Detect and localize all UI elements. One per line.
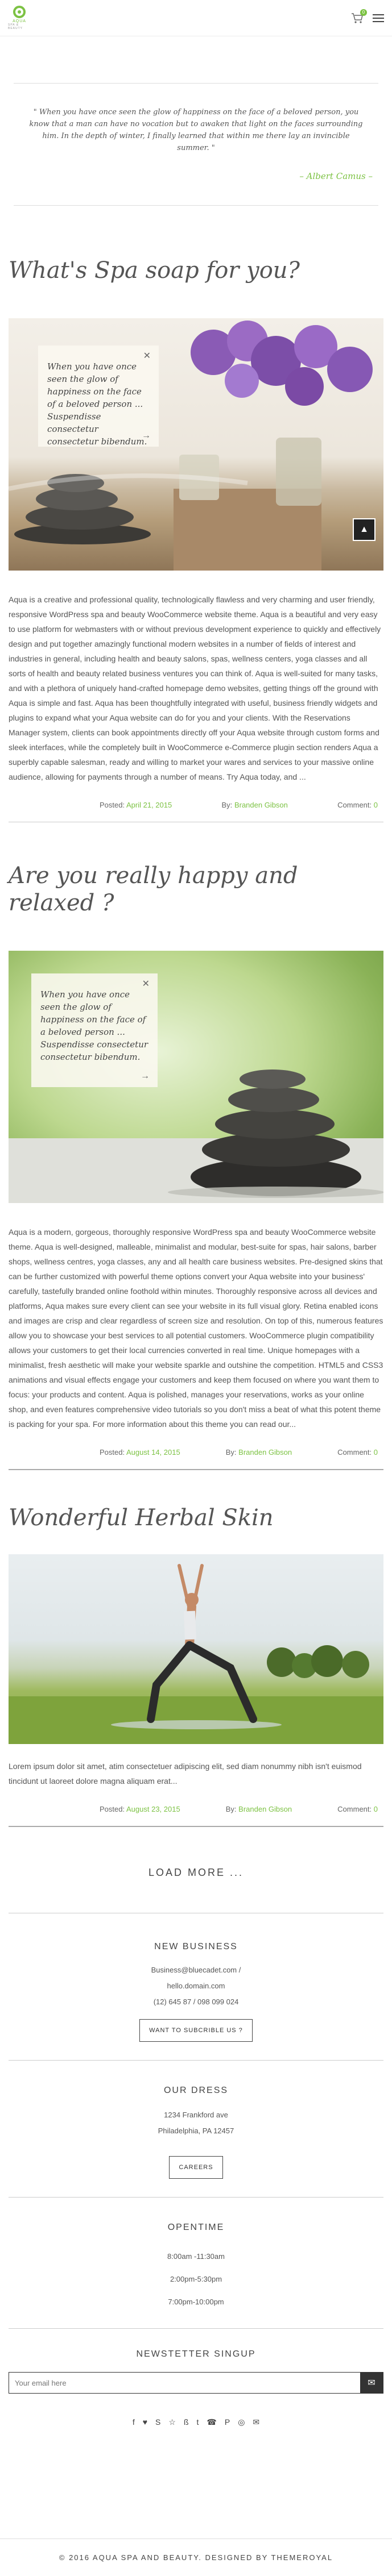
quote-section xyxy=(14,83,378,206)
quote-text: " When you have once seen the glow of happiness on the face of a beloved person, you know that a man can have no vocation but to awaken that light on the faces surrounding him. In the depth of winter, I finally learned that within me there lay an invincible summer. " xyxy=(29,108,363,152)
comment-label: Comment: xyxy=(337,1804,372,1813)
logo-subtext: SPA & BEAUTY xyxy=(8,23,23,30)
overlay-text: When you have once seen the glow of happiness on the face of a beloved person ... Suspendisse consectetur consectetur bibendum. xyxy=(47,361,147,447)
logo-text: AQUA xyxy=(13,19,26,23)
tumblr-icon[interactable]: t xyxy=(196,2417,199,2427)
post-overlay-card xyxy=(38,346,159,447)
subscribe-button[interactable]: WANT TO SUBCRIBLE US ? xyxy=(139,2019,253,2042)
footer-business xyxy=(0,1942,392,2042)
scroll-to-top-button[interactable] xyxy=(353,518,376,541)
yoga-illustration xyxy=(9,1554,383,1744)
behance-icon[interactable]: ß xyxy=(183,2417,189,2427)
quote-author: – Albert Camus – xyxy=(299,171,373,181)
post-date[interactable]: April 21, 2015 xyxy=(126,800,172,809)
cart-count-badge: 0 xyxy=(360,9,367,16)
site-logo[interactable] xyxy=(8,6,31,30)
heart-icon[interactable]: ♥ xyxy=(142,2417,148,2427)
load-more-button[interactable]: LOAD MORE ... xyxy=(148,1867,244,1878)
post-excerpt: Lorem ipsum dolor sit amet, atim consectetuer adipiscing elit, sed diam nonummy nibh isn't euismod tincidunt ut laoreet dolore magna aliquam erat... xyxy=(9,1762,362,1786)
post-title[interactable]: Wonderful Herbal Skin xyxy=(9,1505,274,1531)
post-meta xyxy=(9,1802,383,1816)
post-author[interactable]: Branden Gibson xyxy=(238,1804,292,1813)
footer-email[interactable]: Business@bluecadet.com / xyxy=(151,1966,241,1974)
post-meta xyxy=(9,1445,383,1459)
copyright-text: © 2016 AQUA SPA AND BEAUTY. DESIGNED BY THEMEROYAL xyxy=(59,2553,333,2562)
dribbble-icon[interactable]: ◎ xyxy=(238,2417,245,2427)
hours-line: 7:00pm-10:00pm xyxy=(168,2298,224,2306)
pinterest-icon[interactable]: P xyxy=(224,2417,230,2427)
post-excerpt: Aqua is a creative and professional quality, technologically flawless and very charming and user friendly, responsive WordPress spa and beauty WooCommerce website theme. Aqua is a beautiful and very easy to use platform for webmasters with or without previous development experience to quickly and effectively design and put together amazingly functional modern websites in a number of fields of interest and industries in general, including health and beauty salons, spas, wellness centers, yoga classes and all sorts of health and beauty related business ventures you can think of. Aqua is well-suited for many tasks, and with a plethora of uniquely hand-crafted homepage demo websites, getting things off the ground with Aqua is simple and fast. Aqua has been thoughtfully integrated with useful, business friendly widgets and plugins to expand what your Aqua website can do for you and your clients. With the Reservations Manager system, clients can book appointments directly off your Aqua website through custom forms and sleek interfaces, while the completely built in WooCommerce e-Commerce plugin section renders Aqua a superbly capable salesman, ready and willing to market your wares and services to your massive online audience, allowing for payments through a number of means. Try Aqua today, and ... xyxy=(9,595,381,781)
by-label: By: xyxy=(221,800,233,809)
newsletter-form xyxy=(9,2372,383,2394)
post-image[interactable] xyxy=(9,318,383,571)
divider xyxy=(9,1826,383,1827)
facebook-icon[interactable]: f xyxy=(132,2417,135,2427)
close-icon[interactable]: ✕ xyxy=(143,351,151,361)
newsletter-submit-button[interactable] xyxy=(360,2373,383,2393)
by-label: By: xyxy=(225,1447,237,1456)
comment-count[interactable]: 0 xyxy=(373,800,378,809)
posted-label: Posted: xyxy=(100,800,125,809)
send-icon: ✉ xyxy=(368,2378,376,2388)
divider xyxy=(14,205,378,206)
footer-heading: OPENTIME xyxy=(167,2223,225,2232)
comment-label: Comment: xyxy=(337,1447,372,1456)
post-image[interactable] xyxy=(9,951,383,1203)
footer-address xyxy=(0,2086,392,2179)
logo-mark xyxy=(13,6,26,18)
comment-label: Comment: xyxy=(337,800,372,809)
divider xyxy=(9,1469,383,1470)
comment-count[interactable]: 0 xyxy=(373,1447,378,1456)
footer-heading: NEW BUSINESS xyxy=(154,1942,238,1951)
site-header xyxy=(0,0,392,36)
by-label: By: xyxy=(225,1804,237,1813)
phone-icon[interactable]: ☎ xyxy=(207,2417,217,2427)
post-date[interactable]: August 14, 2015 xyxy=(126,1447,180,1456)
social-links xyxy=(0,2417,392,2427)
hours-line: 2:00pm-5:30pm xyxy=(170,2275,222,2283)
divider xyxy=(9,2328,383,2329)
star-icon[interactable]: ☆ xyxy=(168,2417,176,2427)
comment-count[interactable]: 0 xyxy=(373,1804,378,1813)
footer-phone: (12) 645 87 / 098 099 024 xyxy=(153,1997,239,2006)
divider xyxy=(9,2060,383,2061)
post-meta xyxy=(9,798,383,811)
posted-label: Posted: xyxy=(100,1447,125,1456)
arrow-right-icon[interactable]: → xyxy=(141,1071,150,1081)
posted-label: Posted: xyxy=(100,1804,125,1813)
post-image[interactable] xyxy=(9,1554,383,1744)
copyright-bar xyxy=(0,2538,392,2576)
cart-button[interactable] xyxy=(351,10,365,24)
careers-button[interactable]: CAREERS xyxy=(169,2156,222,2179)
divider xyxy=(9,2197,383,2198)
post-author[interactable]: Branden Gibson xyxy=(234,800,288,809)
site-footer xyxy=(0,1942,392,2427)
post-title[interactable]: What's Spa soap for you? xyxy=(9,257,300,284)
post-date[interactable]: August 23, 2015 xyxy=(126,1804,180,1813)
post-author[interactable]: Branden Gibson xyxy=(238,1447,292,1456)
arrow-right-icon[interactable]: → xyxy=(142,431,151,440)
close-icon[interactable]: ✕ xyxy=(142,979,150,989)
blog-post xyxy=(9,257,383,822)
footer-heading: OUR DRESS xyxy=(163,2086,229,2095)
arrow-up-icon: ▲ xyxy=(360,525,369,534)
footer-address-line: Philadelphia, PA 12457 xyxy=(158,2126,234,2135)
blog-post xyxy=(9,1504,383,1827)
post-title[interactable]: Are you really happy and relaxed ? xyxy=(9,863,298,916)
newsletter-email-input[interactable] xyxy=(9,2373,360,2393)
overlay-text: When you have once seen the glow of happiness on the face of a beloved person ... Suspendisse consectetur consectetur bibendum. xyxy=(40,989,148,1062)
blog-post xyxy=(9,862,383,1470)
footer-newsletter xyxy=(0,2349,392,2394)
footer-hours xyxy=(0,2223,392,2313)
footer-address-line: 1234 Frankford ave xyxy=(164,2111,228,2119)
skype-icon[interactable]: S xyxy=(155,2417,161,2427)
footer-heading: NEWSTETTER SINGUP xyxy=(136,2349,256,2359)
hours-line: 8:00am -11:30am xyxy=(167,2252,225,2261)
hamburger-icon[interactable] xyxy=(373,14,384,22)
email-icon[interactable]: ✉ xyxy=(253,2417,260,2427)
post-overlay-card xyxy=(31,973,158,1087)
footer-email[interactable]: hello.domain.com xyxy=(167,1982,225,1990)
post-excerpt: Aqua is a modern, gorgeous, thoroughly responsive WordPress spa and beauty WooCommerce website theme. Aqua is well-designed, malleable, minimalist and modular, best-suite for spas, hair salons, barber shops, wellness centres, yoga classes, any and all health care business websites. Pre-designed skins that can be further customized with powerful theme options convert your Aqua website into your business' carefully, tastefully branded online foothold within minutes. Thoroughly responsive across all devices and platforms, Aqua makes sure every client can see your website in its full visual glory. Retina enabled icons and images are crisp and clear regardless of screen size and resolution. On top of this, numerous features allow you to showcase your best services to all potential customers. WooCommerce plugin compatibility allows your customers to get their local currencies converted in real time. Unique homepages with a minimalist, fresh aesthetic will make your website sparkle and outshine the competition. HTML5 and CSS3 animations and visual effects engage your customers and keep them focused on where you want them to focus: your products and content. Aqua is polished, manages your reservations, works as your online shop, and even features comprehensive video tutorials so you don't miss a beat of what this potent theme is packing for your spa. For more information about this theme you can read our... xyxy=(9,1227,383,1429)
